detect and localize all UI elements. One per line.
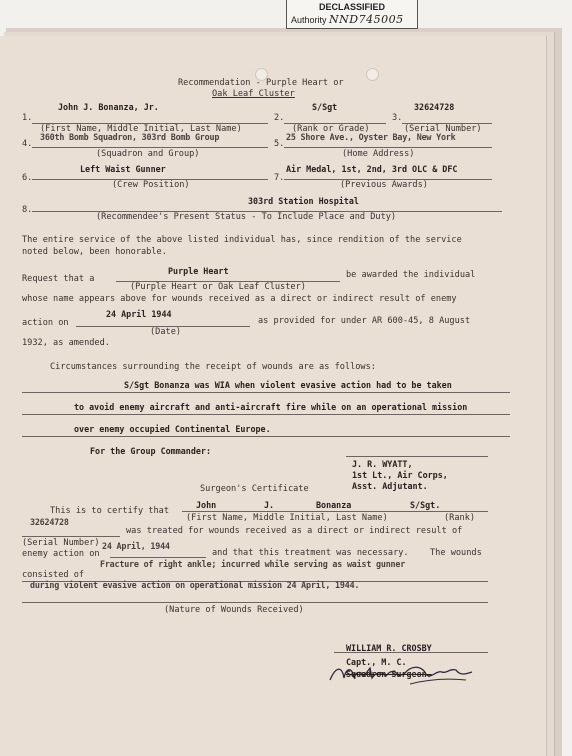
wounds-nature-label: (Nature of Wounds Received) bbox=[164, 605, 304, 615]
treated-text: was treated for wounds received as a direct or indirect result of bbox=[126, 526, 463, 536]
squadron-value: 360th Bomb Squadron, 303rd Bomb Group bbox=[40, 132, 220, 142]
award-field-label: (Purple Heart or Oak Leaf Cluster) bbox=[130, 282, 306, 292]
item-number-8: 8. bbox=[22, 205, 33, 215]
home-line bbox=[284, 147, 492, 148]
request-suffix: be awarded the individual bbox=[346, 270, 476, 280]
home-field-label: (Home Address) bbox=[342, 149, 415, 159]
home-address-value: 25 Shore Ave., Oyster Bay, New York bbox=[286, 132, 456, 142]
surgeon-first-name: John bbox=[196, 500, 217, 510]
enemy-action-text: enemy action on bbox=[22, 549, 100, 559]
action-date-value: 24 April 1944 bbox=[106, 309, 172, 319]
narrative-rule1 bbox=[22, 392, 510, 393]
adjutant-title: Asst. Adjutant. bbox=[352, 481, 428, 491]
commander-label: For the Group Commander: bbox=[90, 446, 212, 456]
crew-position-value: Left Waist Gunner bbox=[80, 164, 166, 174]
form-title-line2: Oak Leaf Cluster bbox=[212, 89, 295, 99]
surgeon-serial: 32624728 bbox=[30, 517, 69, 527]
amended-text: 1932, as amended. bbox=[22, 338, 110, 348]
surgeon-middle-initial: J. bbox=[264, 500, 275, 510]
adjutant-rank: 1st Lt., Air Corps, bbox=[352, 470, 448, 480]
punch-hole-right bbox=[366, 68, 379, 81]
recommendee-serial: 32624728 bbox=[414, 102, 455, 112]
surgeon-date-line bbox=[110, 557, 206, 558]
action-suffix: as provided for under AR 600-45, 8 August bbox=[258, 316, 471, 326]
adjutant-name: J. R. WYATT, bbox=[352, 459, 413, 469]
wounds-text: whose name appears above for wounds received as a direct or indirect result of enemy bbox=[22, 294, 457, 304]
surgeon-rank: S/Sgt. bbox=[410, 500, 441, 510]
recommendee-rank: S/Sgt bbox=[312, 102, 338, 112]
item-number-2: 2. bbox=[274, 113, 285, 123]
document-page bbox=[0, 36, 547, 756]
recommendee-name: John J. Bonanza, Jr. bbox=[58, 102, 159, 112]
wound-line1: Fracture of right ankle; incurred while serving as waist gunner bbox=[100, 559, 406, 569]
certify-name-label: (First Name, Middle Initial, Last Name) bbox=[186, 513, 388, 523]
request-prefix: Request that a bbox=[22, 274, 95, 284]
item-number-7: 7. bbox=[274, 173, 285, 183]
service-text-line2: noted below, been honorable. bbox=[22, 247, 167, 257]
wound-line2: during violent evasive action on operational mission 24 April, 1944. bbox=[30, 580, 360, 590]
surgeon-serial-label: (Serial Number) bbox=[22, 538, 100, 548]
surgeon-serial-line bbox=[22, 536, 120, 537]
name-field-label: (First Name, Middle Initial, Last Name) bbox=[40, 124, 242, 134]
narrative-rule3 bbox=[22, 436, 510, 437]
crew-field-label: (Crew Position) bbox=[112, 180, 190, 190]
authority-label: Authority bbox=[291, 15, 327, 25]
authority-line bbox=[291, 13, 417, 26]
certify-rank-label: (Rank) bbox=[444, 513, 476, 523]
wounds-word: The wounds bbox=[430, 548, 482, 558]
certify-name-line bbox=[182, 511, 488, 512]
narrative-line1: S/Sgt Bonanza was WIA when violent evasive action had to be taken bbox=[124, 380, 452, 390]
declassified-label: DECLASSIFIED bbox=[318, 2, 385, 12]
surgeon-date: 24 April, 1944 bbox=[102, 541, 170, 551]
surgeon-name: WILLIAM R. CROSBY bbox=[346, 643, 432, 653]
station-field-label: (Recommendee's Present Status - To Include Place and Duty) bbox=[96, 212, 397, 222]
date-field-label: (Date) bbox=[150, 327, 182, 337]
circumstances-heading: Circumstances surrounding the receipt of wounds are as follows: bbox=[50, 362, 376, 372]
narrative-line3: over enemy occupied Continental Europe. bbox=[74, 424, 271, 434]
item-number-4: 4. bbox=[22, 139, 33, 149]
certify-text: This is to certify that bbox=[50, 506, 169, 516]
surgeon-last-name: Bonanza bbox=[316, 500, 352, 510]
award-value: Purple Heart bbox=[168, 266, 229, 276]
form-title-line1: Recommendation - Purple Heart or bbox=[178, 78, 344, 88]
squadron-field-label: (Squadron and Group) bbox=[96, 149, 200, 159]
service-text-line1: The entire service of the above listed individual has, since rendition of the service bbox=[22, 235, 462, 245]
awards-field-label: (Previous Awards) bbox=[340, 180, 428, 190]
previous-awards-value: Air Medal, 1st, 2nd, 3rd OLC & DFC bbox=[286, 164, 458, 174]
surgeon-certificate-heading: Surgeon's Certificate bbox=[200, 484, 309, 494]
wound-rule2 bbox=[22, 602, 488, 603]
surgeon-rank-title: Capt., M. C. bbox=[346, 657, 407, 667]
item-number-6: 6. bbox=[22, 173, 33, 183]
narrative-rule2 bbox=[22, 414, 510, 415]
consisted-text: consisted of bbox=[22, 570, 85, 580]
surgeon-position: Squadron Surgeon. bbox=[346, 669, 432, 679]
action-prefix: action on bbox=[22, 318, 69, 328]
item-number-3: 3. bbox=[392, 113, 403, 123]
declassified-stamp bbox=[286, 0, 418, 29]
commander-rule bbox=[346, 456, 488, 457]
authority-number: NND745005 bbox=[329, 13, 404, 26]
squadron-line bbox=[32, 147, 268, 148]
narrative-line2: to avoid enemy aircraft and anti-aircraft fire while on an operational mission bbox=[74, 402, 468, 412]
item-number-5: 5. bbox=[274, 139, 285, 149]
item-number-1: 1. bbox=[22, 113, 33, 123]
rank-field-label: (Rank or Grade) bbox=[292, 124, 370, 134]
station-value: 303rd Station Hospital bbox=[248, 196, 359, 206]
serial-field-label: (Serial Number) bbox=[404, 124, 482, 134]
necessary-text: and that this treatment was necessary. bbox=[212, 548, 409, 558]
